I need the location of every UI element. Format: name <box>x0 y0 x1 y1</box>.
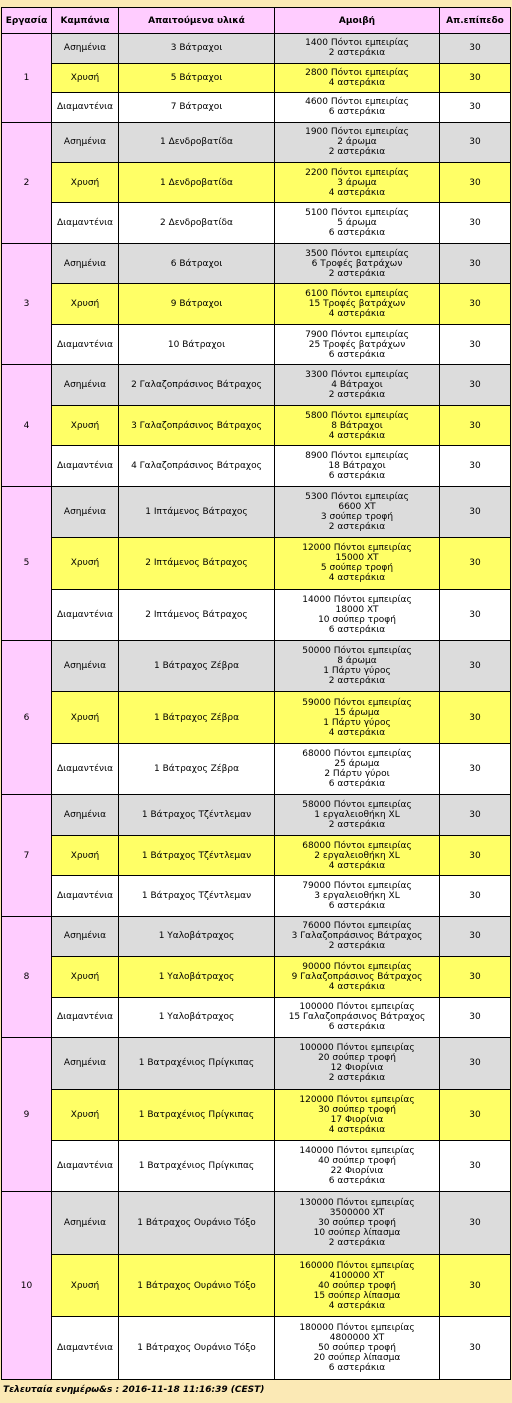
reward-cell <box>275 446 439 485</box>
task-number: 5 <box>2 487 51 640</box>
materials-cell: 1 Βάτραχος Ζέβρα <box>119 641 274 691</box>
reward-cell <box>275 590 439 640</box>
reward-cell <box>275 998 439 1037</box>
reward-line: 2 εργαλειοθήκη XL <box>314 850 400 861</box>
reward-line: 15 Γαλαζοπράσινος Βάτραχος <box>288 1012 426 1023</box>
campaign-cell: Χρυσή <box>52 64 118 93</box>
reward-line: 100000 Πόντοι εμπειρίας <box>299 1002 415 1013</box>
reward-line: 6 αστεράκια <box>328 779 386 790</box>
level-cell: 30 <box>440 1255 510 1316</box>
reward-line: 4 αστεράκια <box>328 860 386 871</box>
level-cell: 30 <box>440 244 510 283</box>
table-row <box>2 1317 510 1379</box>
reward-line: 22 Φιορίνια <box>330 1166 384 1177</box>
level-cell: 30 <box>440 203 510 242</box>
reward-cell <box>275 64 439 93</box>
header-reward: Αμοιβή <box>275 8 439 33</box>
materials-cell: 1 Βάτραχος Ζέβρα <box>119 692 274 742</box>
campaign-cell: Διαμαντένια <box>52 1141 118 1191</box>
materials-cell: 9 Βάτραχοι <box>119 284 274 323</box>
header-row <box>2 8 510 33</box>
campaign-cell: Διαμαντένια <box>52 1317 118 1379</box>
level-cell: 30 <box>440 917 510 956</box>
reward-line: 6 αστεράκια <box>328 1363 386 1374</box>
reward-line: 79000 Πόντοι εμπειρίας <box>302 881 412 892</box>
materials-cell: 1 Βάτραχος Τζέντλεμαν <box>119 876 274 915</box>
reward-line: 8 Βάτραχοι <box>331 420 383 431</box>
campaign-cell: Χρυσή <box>52 406 118 445</box>
reward-cell <box>275 795 439 834</box>
task-number: 1 <box>2 34 51 122</box>
reward-cell <box>275 917 439 956</box>
level-cell: 30 <box>440 795 510 834</box>
level-cell: 30 <box>440 1141 510 1191</box>
campaign-cell: Διαμαντένια <box>52 590 118 640</box>
quests-body <box>2 34 510 1379</box>
table-row <box>2 123 510 162</box>
campaign-cell: Ασημένια <box>52 244 118 283</box>
reward-cell <box>275 365 439 404</box>
reward-line: 5800 Πόντοι εμπειρίας <box>305 410 409 421</box>
materials-cell: 2 Ιπτάμενος Βάτραχος <box>119 590 274 640</box>
table-row <box>2 365 510 404</box>
reward-line: 5 σούπερ τροφή <box>320 563 394 574</box>
materials-cell: 1 Βάτραχος Ουράνιο Τόξο <box>119 1192 274 1253</box>
table-row <box>2 1255 510 1316</box>
table-row <box>2 876 510 915</box>
reward-cell <box>275 406 439 445</box>
level-cell: 30 <box>440 93 510 122</box>
reward-cell <box>275 487 439 537</box>
reward-line: 68000 Πόντοι εμπειρίας <box>302 749 412 760</box>
materials-cell: 1 Δενδροβατίδα <box>119 123 274 162</box>
materials-cell: 2 Γαλαζοπράσινος Βάτραχος <box>119 365 274 404</box>
campaign-cell: Ασημένια <box>52 795 118 834</box>
materials-cell: 1 Βάτραχος Τζέντλεμαν <box>119 795 274 834</box>
table-row <box>2 692 510 742</box>
materials-cell: 2 Δενδροβατίδα <box>119 203 274 242</box>
campaign-cell: Ασημένια <box>52 917 118 956</box>
table-row <box>2 244 510 283</box>
table-row <box>2 446 510 485</box>
reward-line: 18 Βάτραχοι <box>328 460 386 471</box>
level-cell: 30 <box>440 538 510 588</box>
reward-line: 68000 Πόντοι εμπειρίας <box>302 840 412 851</box>
table-row <box>2 641 510 691</box>
reward-cell <box>275 203 439 242</box>
reward-line: 6 αστεράκια <box>328 228 386 239</box>
reward-line: 4 αστεράκια <box>328 981 386 992</box>
level-cell: 30 <box>440 34 510 63</box>
reward-line: 6 αστεράκια <box>328 107 386 118</box>
reward-line: 50000 Πόντοι εμπειρίας <box>302 646 412 657</box>
table-row <box>2 203 510 242</box>
table-row <box>2 917 510 956</box>
reward-line: 6 αστεράκια <box>328 901 386 912</box>
level-cell: 30 <box>440 365 510 404</box>
level-cell: 30 <box>440 876 510 915</box>
campaign-cell: Χρυσή <box>52 163 118 202</box>
level-cell: 30 <box>440 406 510 445</box>
reward-line: 6 αστεράκια <box>328 624 386 635</box>
reward-line: 6 αστεράκια <box>328 1022 386 1033</box>
reward-cell <box>275 244 439 283</box>
table-row <box>2 284 510 323</box>
last-updated: Τελευταία ενημέρω&s : 2016-11-18 11:16:39 (CEST) <box>3 1385 265 1395</box>
level-cell: 30 <box>440 744 510 794</box>
reward-line: 6600 XT <box>338 501 376 512</box>
task-number: 9 <box>2 1038 51 1191</box>
campaign-cell: Χρυσή <box>52 284 118 323</box>
reward-line: 120000 Πόντοι εμπειρίας <box>299 1094 415 1105</box>
reward-line: 4 αστεράκια <box>328 1300 386 1311</box>
reward-line: 59000 Πόντοι εμπειρίας <box>302 697 412 708</box>
campaign-cell: Διαμαντένια <box>52 93 118 122</box>
reward-cell <box>275 284 439 323</box>
reward-line: 5 άρωμα <box>337 218 377 229</box>
reward-line: 15 σούπερ λίπασμα <box>313 1290 401 1301</box>
table-row <box>2 795 510 834</box>
materials-cell: 1 Υαλοβάτραχος <box>119 957 274 996</box>
table-row <box>2 406 510 445</box>
campaign-cell: Διαμαντένια <box>52 876 118 915</box>
reward-cell <box>275 123 439 162</box>
campaign-cell: Χρυσή <box>52 957 118 996</box>
reward-line: 12 Φιορίνια <box>330 1063 384 1074</box>
reward-cell <box>275 957 439 996</box>
reward-line: 30 σούπερ τροφή <box>318 1218 396 1229</box>
materials-cell: 1 Υαλοβάτραχος <box>119 917 274 956</box>
reward-line: 2200 Πόντοι εμπειρίας <box>305 167 409 178</box>
reward-line: 76000 Πόντοι εμπειρίας <box>302 921 412 932</box>
reward-line: 10 σούπερ τροφή <box>318 614 396 625</box>
table-row <box>2 64 510 93</box>
reward-line: 40 σούπερ τροφή <box>318 1280 396 1291</box>
reward-line: 2 αστεράκια <box>328 820 386 831</box>
campaign-cell: Χρυσή <box>52 836 118 875</box>
reward-line: 15 άρωμα <box>334 707 380 718</box>
materials-cell: 2 Ιπτάμενος Βάτραχος <box>119 538 274 588</box>
materials-cell: 3 Γαλαζοπράσινος Βάτραχος <box>119 406 274 445</box>
reward-line: 5100 Πόντοι εμπειρίας <box>305 208 409 219</box>
table-row <box>2 93 510 122</box>
level-cell: 30 <box>440 1090 510 1140</box>
reward-line: 17 Φιορίνια <box>330 1114 384 1125</box>
reward-cell <box>275 538 439 588</box>
materials-cell: 1 Υαλοβάτραχος <box>119 998 274 1037</box>
materials-cell: 1 Βατραχένιος Πρίγκιπας <box>119 1038 274 1088</box>
level-cell: 30 <box>440 1038 510 1088</box>
level-cell: 30 <box>440 1317 510 1379</box>
header-level: Απ.επίπεδο <box>440 8 510 33</box>
reward-cell <box>275 836 439 875</box>
materials-cell: 1 Βάτραχος Ουράνιο Τόξο <box>119 1317 274 1379</box>
reward-line: 3 σούπερ τροφή <box>320 511 394 522</box>
campaign-cell: Διαμαντένια <box>52 325 118 364</box>
campaign-cell: Χρυσή <box>52 538 118 588</box>
materials-cell: 1 Βατραχένιος Πρίγκιπας <box>119 1090 274 1140</box>
level-cell: 30 <box>440 590 510 640</box>
reward-line: 3500000 XT <box>329 1208 385 1219</box>
campaign-cell: Διαμαντένια <box>52 446 118 485</box>
materials-cell: 7 Βάτραχοι <box>119 93 274 122</box>
reward-cell <box>275 876 439 915</box>
campaign-cell: Ασημένια <box>52 123 118 162</box>
table-row <box>2 1038 510 1088</box>
reward-line: 8900 Πόντοι εμπειρίας <box>305 450 409 461</box>
reward-line: 15 Τροφές βατράχων <box>308 299 406 310</box>
reward-line: 6 Τροφές βατράχων <box>311 258 403 269</box>
reward-line: 30 σούπερ τροφή <box>318 1104 396 1115</box>
quests-table <box>1 7 511 1380</box>
task-number: 10 <box>2 1192 51 1379</box>
level-cell: 30 <box>440 284 510 323</box>
table-row <box>2 744 510 794</box>
reward-line: 6 αστεράκια <box>328 470 386 481</box>
reward-line: 40 σούπερ τροφή <box>318 1156 396 1167</box>
level-cell: 30 <box>440 836 510 875</box>
table-row <box>2 163 510 202</box>
level-cell: 30 <box>440 123 510 162</box>
reward-line: 20 σούπερ τροφή <box>318 1053 396 1064</box>
reward-line: 3300 Πόντοι εμπειρίας <box>305 370 409 381</box>
task-number: 6 <box>2 641 51 794</box>
level-cell: 30 <box>440 692 510 742</box>
table-row <box>2 1192 510 1253</box>
reward-line: 2 αστεράκια <box>328 676 386 687</box>
reward-line: 2 αστεράκια <box>328 48 386 59</box>
task-number: 7 <box>2 795 51 915</box>
materials-cell: 1 Βατραχένιος Πρίγκιπας <box>119 1141 274 1191</box>
materials-cell: 1 Βάτραχος Ουράνιο Τόξο <box>119 1255 274 1316</box>
task-number: 3 <box>2 244 51 364</box>
table-row <box>2 1090 510 1140</box>
reward-line: 4 αστεράκια <box>328 187 386 198</box>
campaign-cell: Ασημένια <box>52 34 118 63</box>
reward-line: 14000 Πόντοι εμπειρίας <box>302 594 412 605</box>
reward-line: 2 Πάρτυ γύροι <box>324 769 390 780</box>
reward-line: 58000 Πόντοι εμπειρίας <box>302 800 412 811</box>
table-row <box>2 590 510 640</box>
reward-cell <box>275 1038 439 1088</box>
level-cell: 30 <box>440 487 510 537</box>
reward-line: 25 άρωμα <box>334 759 380 770</box>
reward-line: 2 αστεράκια <box>328 268 386 279</box>
reward-line: 10 σούπερ λίπασμα <box>313 1228 401 1239</box>
level-cell: 30 <box>440 64 510 93</box>
campaign-cell: Ασημένια <box>52 365 118 404</box>
reward-line: 4800000 XT <box>329 1333 385 1344</box>
reward-line: 3 εργαλειοθήκη XL <box>314 891 400 902</box>
header-task: Εργασία <box>2 8 51 33</box>
reward-line: 6100 Πόντοι εμπειρίας <box>305 289 409 300</box>
reward-line: 130000 Πόντοι εμπειρίας <box>299 1198 415 1209</box>
materials-cell: 1 Δενδροβατίδα <box>119 163 274 202</box>
task-number: 8 <box>2 917 51 1037</box>
header-materials: Απαιτούμενα υλικά <box>119 8 274 33</box>
reward-line: 2 αστεράκια <box>328 941 386 952</box>
table-row <box>2 538 510 588</box>
reward-cell <box>275 1255 439 1316</box>
campaign-cell: Διαμαντένια <box>52 744 118 794</box>
level-cell: 30 <box>440 163 510 202</box>
reward-cell <box>275 744 439 794</box>
task-number: 4 <box>2 365 51 485</box>
reward-line: 4100000 XT <box>329 1270 385 1281</box>
materials-cell: 5 Βάτραχοι <box>119 64 274 93</box>
materials-cell: 10 Βάτραχοι <box>119 325 274 364</box>
reward-line: 2 άρωμα <box>337 137 377 148</box>
reward-line: 50 σούπερ τροφή <box>318 1343 396 1354</box>
campaign-cell: Ασημένια <box>52 487 118 537</box>
reward-line: 25 Τροφές βατράχων <box>308 339 406 350</box>
reward-line: 4 Βάτραχοι <box>331 380 383 391</box>
header-campaign: Καμπάνια <box>52 8 118 33</box>
reward-line: 90000 Πόντοι εμπειρίας <box>302 961 412 972</box>
table-row <box>2 1141 510 1191</box>
reward-line: 160000 Πόντοι εμπειρίας <box>299 1260 415 1271</box>
reward-line: 5300 Πόντοι εμπειρίας <box>305 491 409 502</box>
reward-line: 1 Πάρτυ γύρος <box>323 666 391 677</box>
materials-cell: 3 Βάτραχοι <box>119 34 274 63</box>
reward-line: 18000 XT <box>335 604 379 615</box>
table-row <box>2 325 510 364</box>
reward-line: 7900 Πόντοι εμπειρίας <box>305 329 409 340</box>
level-cell: 30 <box>440 1192 510 1253</box>
materials-cell: 1 Ιπτάμενος Βάτραχος <box>119 487 274 537</box>
materials-cell: 1 Βάτραχος Ζέβρα <box>119 744 274 794</box>
reward-line: 100000 Πόντοι εμπειρίας <box>299 1043 415 1054</box>
reward-line: 8 άρωμα <box>337 656 377 667</box>
campaign-cell: Ασημένια <box>52 1038 118 1088</box>
reward-line: 140000 Πόντοι εμπειρίας <box>299 1146 415 1157</box>
reward-line: 2 αστεράκια <box>328 1238 386 1249</box>
reward-line: 3 άρωμα <box>337 177 377 188</box>
reward-line: 4 αστεράκια <box>328 430 386 441</box>
reward-line: 2 αστεράκια <box>328 1073 386 1084</box>
materials-cell: 4 Γαλαζοπράσινος Βάτραχος <box>119 446 274 485</box>
reward-line: 2 αστεράκια <box>328 521 386 532</box>
reward-cell <box>275 163 439 202</box>
campaign-cell: Χρυσή <box>52 1255 118 1316</box>
reward-cell <box>275 325 439 364</box>
reward-line: 1900 Πόντοι εμπειρίας <box>305 127 409 138</box>
task-number: 2 <box>2 123 51 243</box>
reward-line: 4 αστεράκια <box>328 727 386 738</box>
reward-cell <box>275 1192 439 1253</box>
table-row <box>2 836 510 875</box>
campaign-cell: Χρυσή <box>52 692 118 742</box>
level-cell: 30 <box>440 998 510 1037</box>
level-cell: 30 <box>440 446 510 485</box>
table-row <box>2 998 510 1037</box>
campaign-cell: Διαμαντένια <box>52 998 118 1037</box>
level-cell: 30 <box>440 641 510 691</box>
reward-line: 2800 Πόντοι εμπειρίας <box>305 67 409 78</box>
materials-cell: 1 Βάτραχος Τζέντλεμαν <box>119 836 274 875</box>
reward-cell <box>275 692 439 742</box>
level-cell: 30 <box>440 325 510 364</box>
reward-line: 6 αστεράκια <box>328 349 386 360</box>
reward-line: 2 αστεράκια <box>328 147 386 158</box>
reward-cell <box>275 1090 439 1140</box>
reward-cell <box>275 34 439 63</box>
campaign-cell: Χρυσή <box>52 1090 118 1140</box>
reward-line: 2 αστεράκια <box>328 390 386 401</box>
reward-line: 9 Γαλαζοπράσινος Βάτραχος <box>291 971 423 982</box>
campaign-cell: Ασημένια <box>52 1192 118 1253</box>
reward-cell <box>275 1141 439 1191</box>
table-row <box>2 34 510 63</box>
reward-line: 4 αστεράκια <box>328 1124 386 1135</box>
reward-line: 1 Πάρτυ γύρος <box>323 717 391 728</box>
reward-line: 20 σούπερ λίπασμα <box>313 1353 401 1364</box>
reward-line: 180000 Πόντοι εμπειρίας <box>299 1323 415 1334</box>
reward-cell <box>275 641 439 691</box>
reward-cell <box>275 93 439 122</box>
table-row <box>2 487 510 537</box>
reward-line: 4 αστεράκια <box>328 77 386 88</box>
reward-line: 15000 XT <box>335 553 379 564</box>
reward-line: 4 αστεράκια <box>328 309 386 320</box>
level-cell: 30 <box>440 957 510 996</box>
campaign-cell: Διαμαντένια <box>52 203 118 242</box>
reward-line: 1400 Πόντοι εμπειρίας <box>305 38 409 49</box>
reward-line: 4600 Πόντοι εμπειρίας <box>305 97 409 108</box>
reward-line: 6 αστεράκια <box>328 1176 386 1187</box>
reward-cell <box>275 1317 439 1379</box>
table-row <box>2 957 510 996</box>
reward-line: 3 Γαλαζοπράσινος Βάτραχος <box>291 931 423 942</box>
reward-line: 12000 Πόντοι εμπειρίας <box>302 543 412 554</box>
reward-line: 4 αστεράκια <box>328 573 386 584</box>
campaign-cell: Ασημένια <box>52 641 118 691</box>
materials-cell: 6 Βάτραχοι <box>119 244 274 283</box>
reward-line: 1 εργαλειοθήκη XL <box>314 810 400 821</box>
reward-line: 3500 Πόντοι εμπειρίας <box>305 248 409 259</box>
